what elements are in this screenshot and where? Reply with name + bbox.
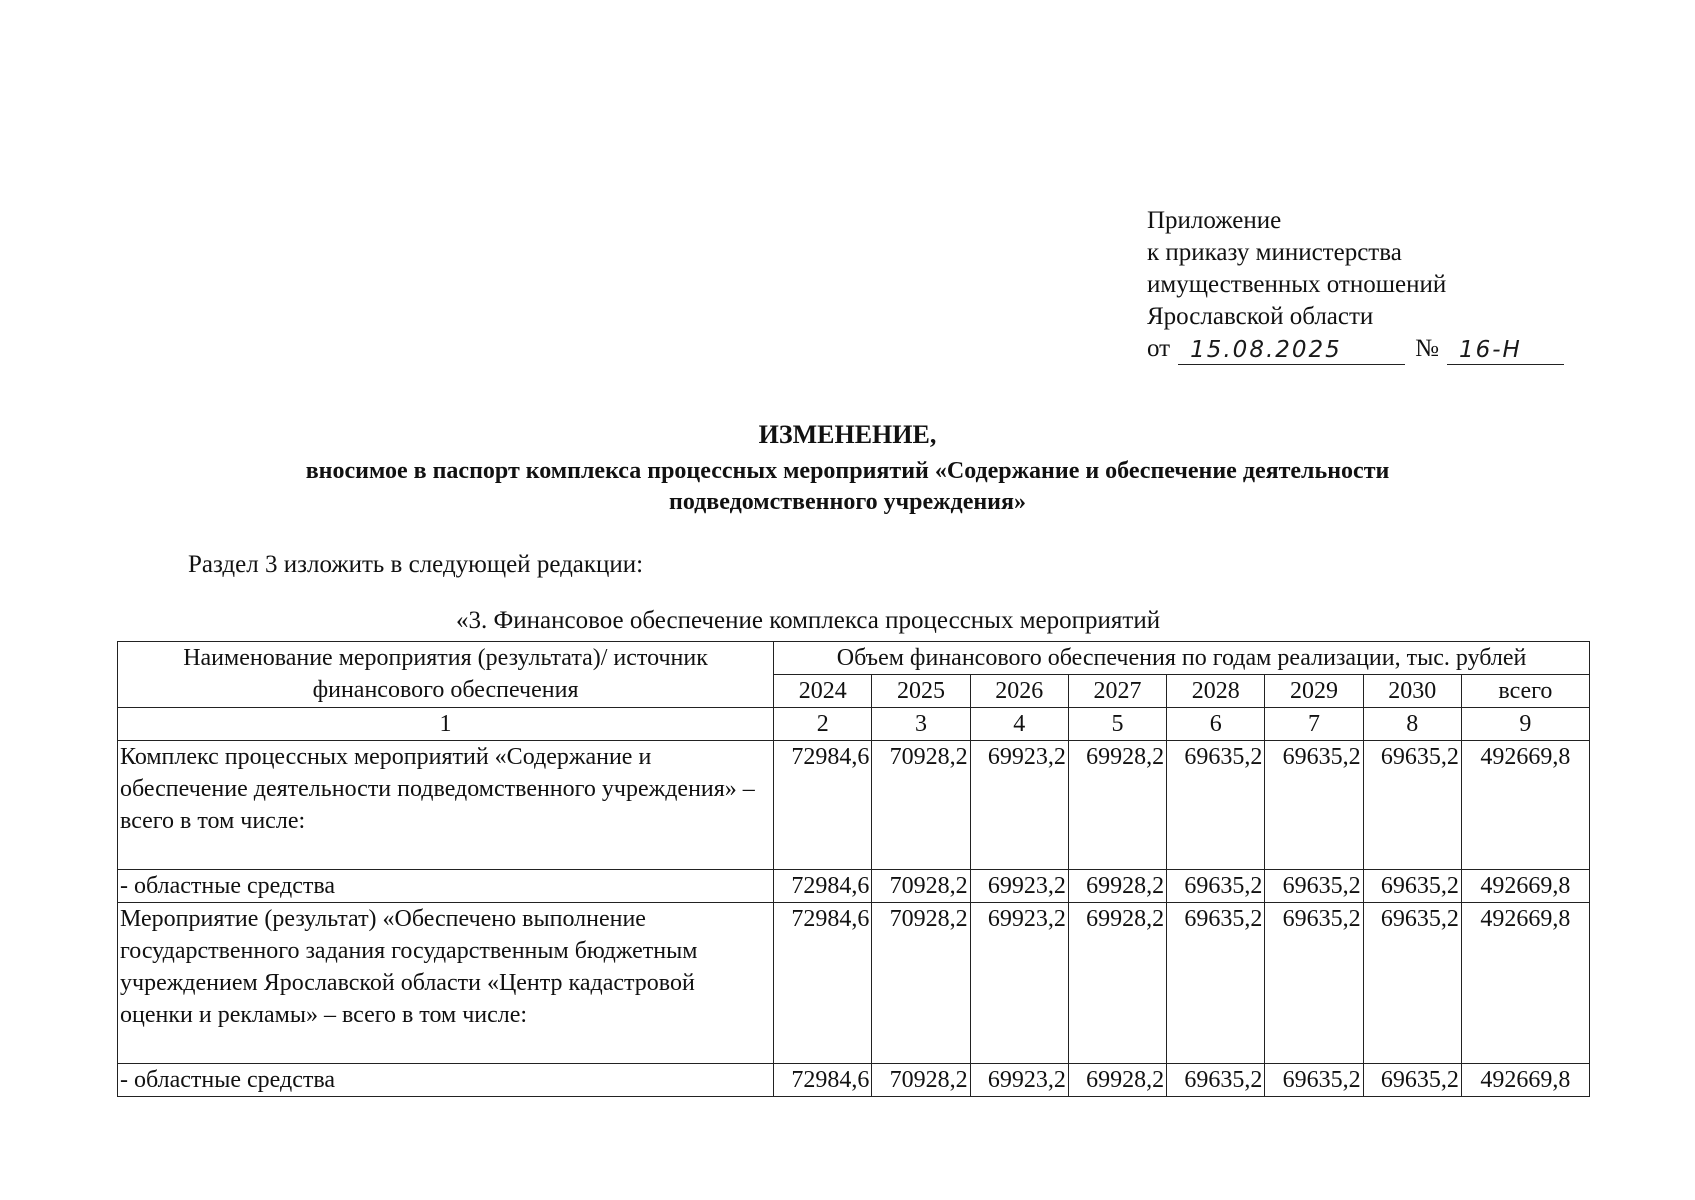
value-cell: 69928,2 [1068, 741, 1166, 870]
value-cell: 70928,2 [872, 870, 970, 903]
appendix-block [1147, 205, 1564, 365]
value-cell: 69635,2 [1363, 903, 1461, 1064]
value-cell: 72984,6 [774, 870, 872, 903]
total-cell: 492669,8 [1461, 741, 1589, 870]
value-cell: 69635,2 [1363, 1064, 1461, 1097]
value-cell: 69923,2 [970, 741, 1068, 870]
col-number-cell: 6 [1167, 708, 1265, 741]
col-number-cell: 8 [1363, 708, 1461, 741]
appendix-ministry: имущественных отношений [1147, 271, 1447, 298]
table-row [118, 903, 1590, 1064]
year-cell: 2027 [1068, 675, 1166, 708]
table-header-row [118, 642, 1590, 675]
from-label: от [1147, 335, 1171, 362]
year-cell: 2030 [1363, 675, 1461, 708]
value-cell: 70928,2 [872, 741, 970, 870]
appendix-order-ref: к приказу министерства [1147, 239, 1402, 266]
table-caption: «3. Финансовое обеспечение комплекса процессных мероприятий [456, 607, 1161, 634]
total-cell: 492669,8 [1461, 870, 1589, 903]
value-cell: 69635,2 [1265, 903, 1363, 1064]
col-number-cell: 5 [1068, 708, 1166, 741]
number-blank [1447, 336, 1564, 365]
value-cell: 69635,2 [1363, 741, 1461, 870]
header-name-cell: Наименование мероприятия (результата)/ источник финансового обеспечения [118, 642, 774, 708]
col-number-cell: 9 [1461, 708, 1589, 741]
document-subtitle-line2: подведомственного учреждения» [669, 489, 1026, 515]
handwritten-date: 15.08.2025 [1190, 337, 1342, 363]
date-blank [1178, 336, 1405, 365]
value-cell: 72984,6 [774, 1064, 872, 1097]
year-cell: 2024 [774, 675, 872, 708]
table-row [118, 1064, 1590, 1097]
row-name-cell: Мероприятие (результат) «Обеспечено выполнение государственного задания государственным бюджетным учреждением Ярославской области «Центр кадастровой оценки и рекламы» – всего в том числе: [118, 903, 774, 1064]
handwritten-number: 16-Н [1458, 337, 1522, 363]
col-number-cell: 2 [774, 708, 872, 741]
col-number-cell: 7 [1265, 708, 1363, 741]
value-cell: 69923,2 [970, 903, 1068, 1064]
year-cell: 2025 [872, 675, 970, 708]
value-cell: 69928,2 [1068, 870, 1166, 903]
appendix-region: Ярославской области [1147, 303, 1374, 330]
row-name-cell: Комплекс процессных мероприятий «Содержание и обеспечение деятельности подведомственного учреждения» – всего в том числе: [118, 741, 774, 870]
value-cell: 69635,2 [1167, 1064, 1265, 1097]
value-cell: 70928,2 [872, 903, 970, 1064]
value-cell: 72984,6 [774, 903, 872, 1064]
year-cell: 2028 [1167, 675, 1265, 708]
total-cell: 492669,8 [1461, 1064, 1589, 1097]
col-number-cell: 4 [970, 708, 1068, 741]
document-subtitle-line1: вносимое в паспорт комплекса процессных мероприятий «Содержание и обеспечение деятельности [305, 458, 1390, 484]
total-header-cell: всего [1461, 675, 1589, 708]
value-cell: 69635,2 [1265, 741, 1363, 870]
total-cell: 492669,8 [1461, 903, 1589, 1064]
value-cell: 69635,2 [1167, 870, 1265, 903]
table-colnum-row [118, 708, 1590, 741]
appendix-date-row [1147, 333, 1564, 365]
year-cell: 2026 [970, 675, 1068, 708]
value-cell: 69635,2 [1167, 741, 1265, 870]
value-cell: 69923,2 [970, 870, 1068, 903]
financing-table [117, 641, 1590, 1097]
value-cell: 69923,2 [970, 1064, 1068, 1097]
appendix-title: Приложение [1147, 207, 1282, 234]
table-row [118, 870, 1590, 903]
col-number-cell: 1 [118, 708, 774, 741]
instruction-text: Раздел 3 изложить в следующей редакции: [188, 551, 644, 578]
col-number-cell: 3 [872, 708, 970, 741]
number-label: № [1415, 335, 1439, 362]
value-cell: 69928,2 [1068, 903, 1166, 1064]
value-cell: 69635,2 [1265, 870, 1363, 903]
value-cell: 69928,2 [1068, 1064, 1166, 1097]
value-cell: 72984,6 [774, 741, 872, 870]
row-name-cell: - областные средства [118, 1064, 774, 1097]
table-row [118, 741, 1590, 870]
value-cell: 69635,2 [1363, 870, 1461, 903]
year-cell: 2029 [1265, 675, 1363, 708]
row-name-cell: - областные средства [118, 870, 774, 903]
header-volume-cell: Объем финансового обеспечения по годам реализации, тыс. рублей [774, 642, 1590, 675]
value-cell: 69635,2 [1265, 1064, 1363, 1097]
value-cell: 70928,2 [872, 1064, 970, 1097]
value-cell: 69635,2 [1167, 903, 1265, 1064]
document-title: ИЗМЕНЕНИЕ, [758, 420, 937, 449]
